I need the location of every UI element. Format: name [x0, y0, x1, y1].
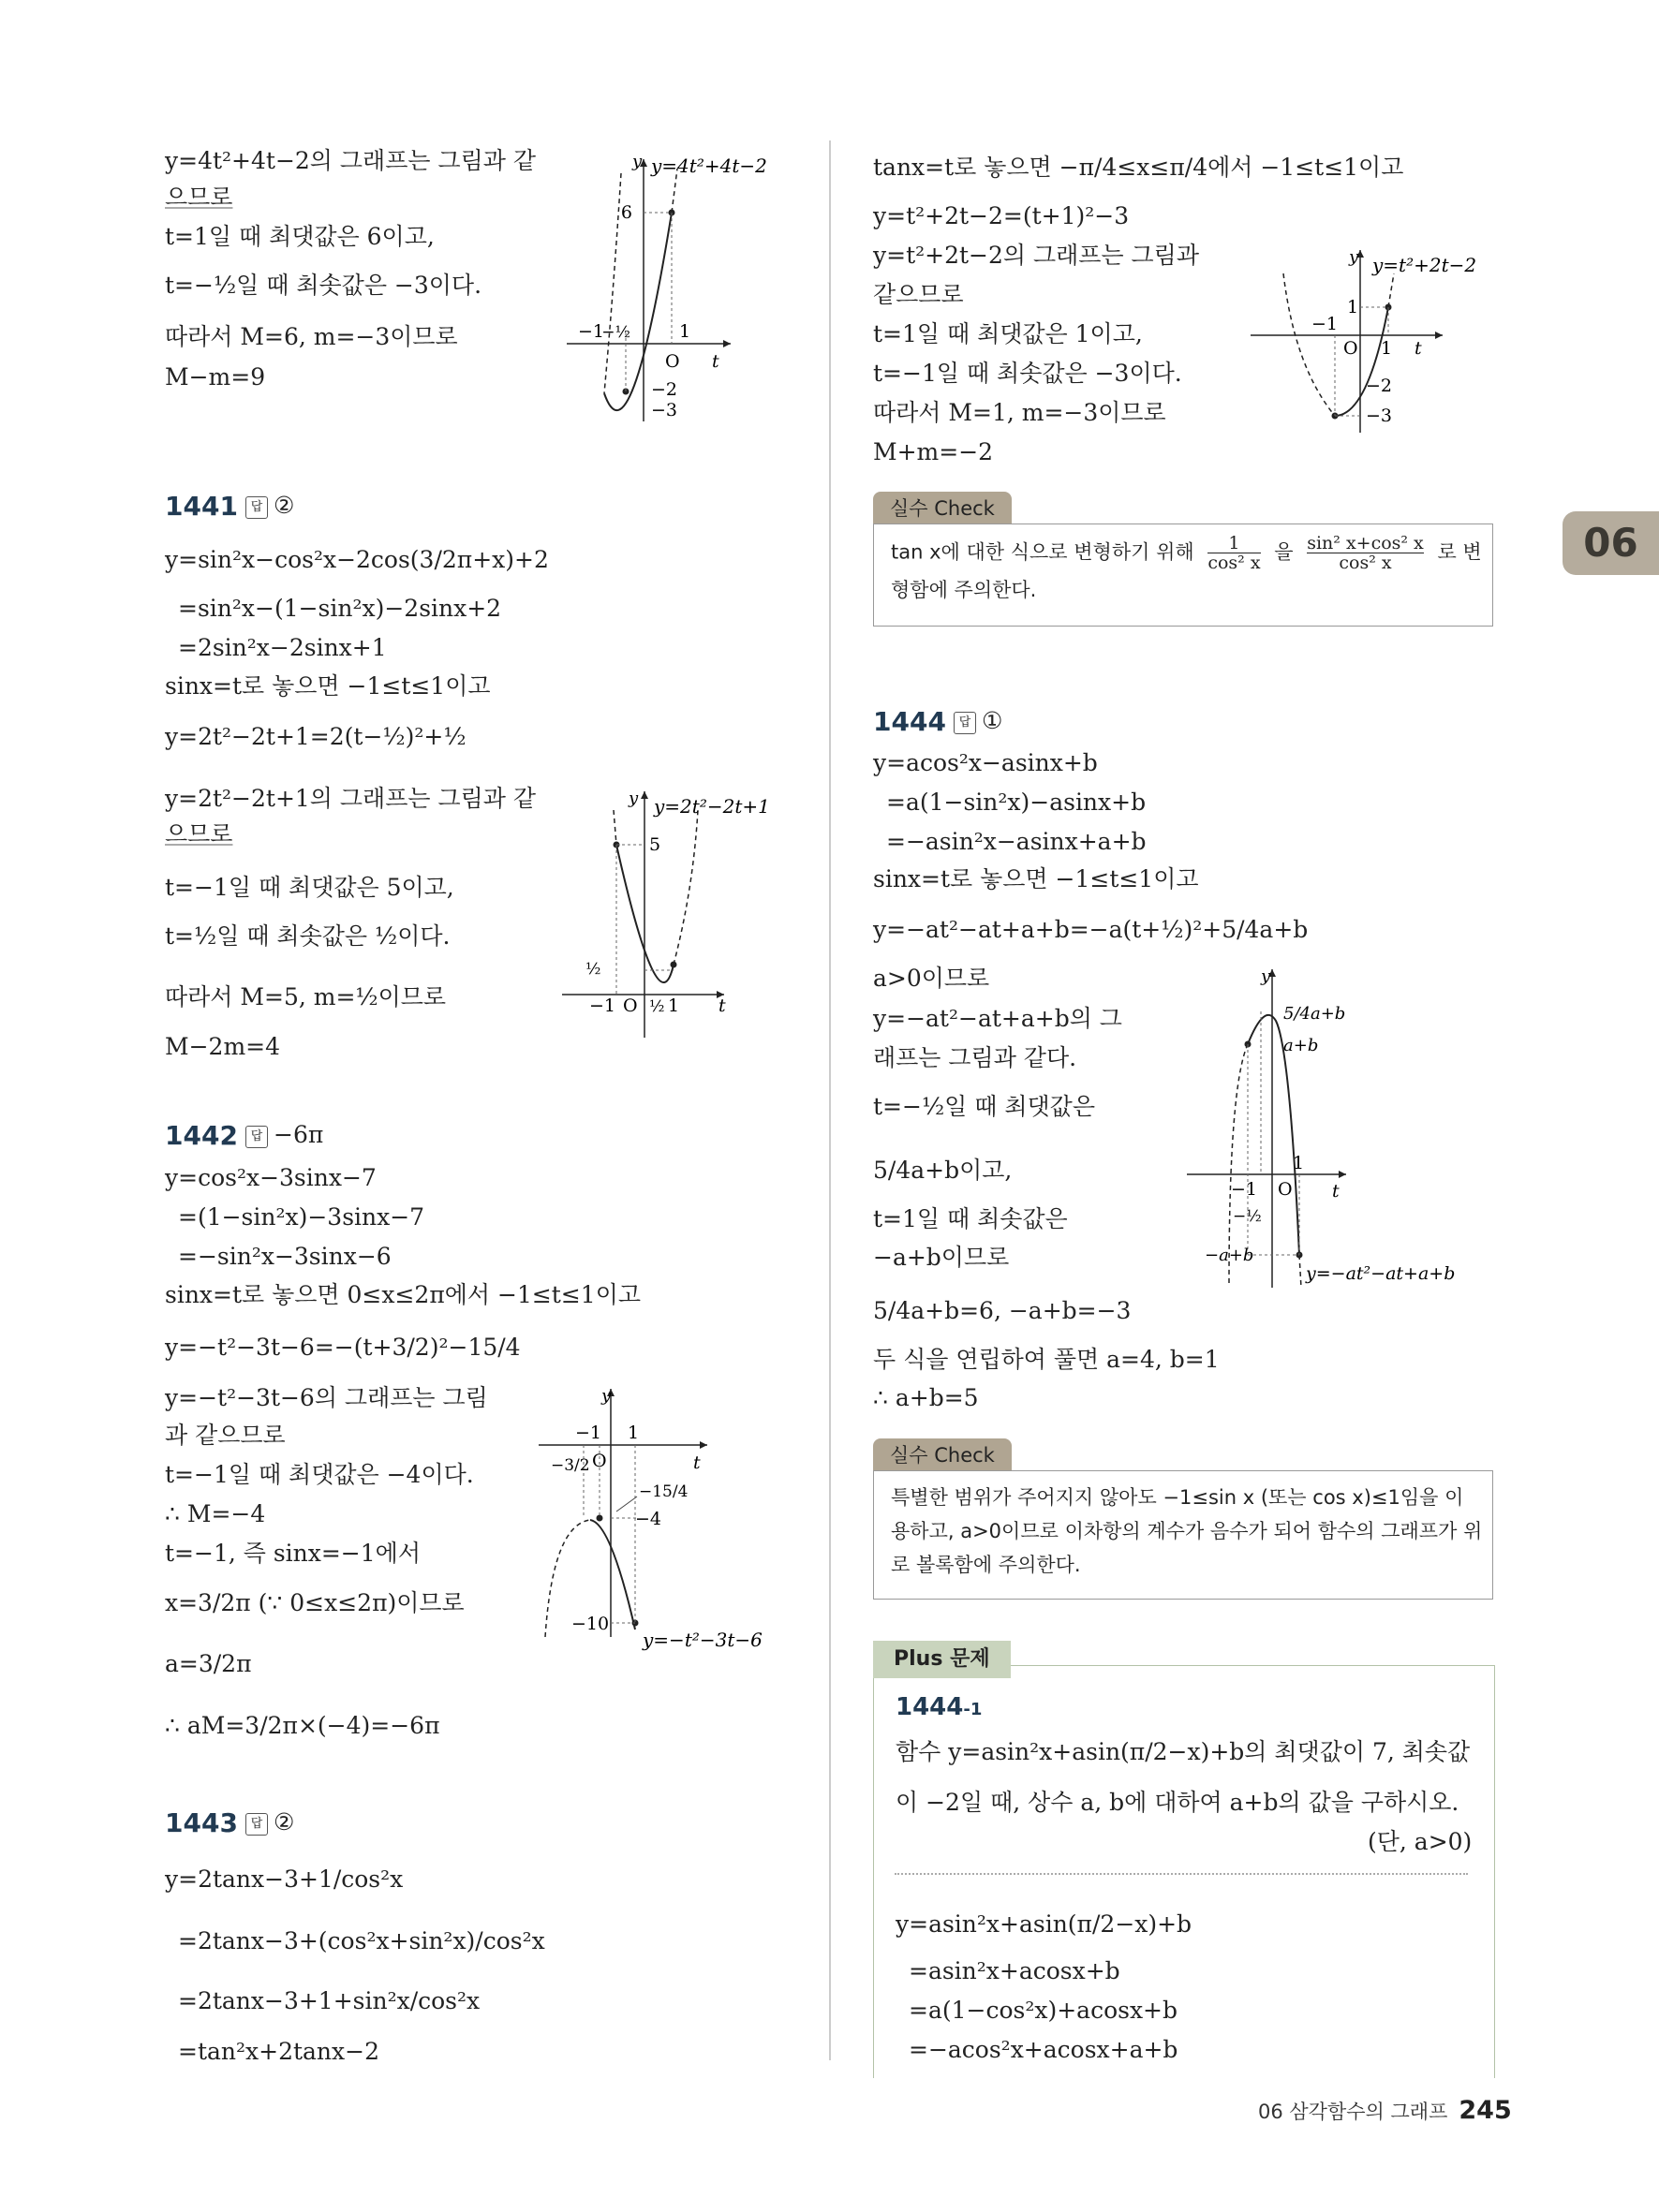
check2-row-3: 로 볼록함에 주의한다.	[891, 1554, 1081, 1576]
s1441-line-2: =sin²x−(1−sin²x)−2sinx+2	[178, 595, 502, 622]
s1444-line-8: 래프는 그림과 같다.	[873, 1044, 1077, 1071]
problem-number-1444: 1444	[873, 706, 946, 737]
check-box-2	[873, 1438, 1493, 1600]
plus-solution-line-2: =asin²x+acosx+b	[909, 1957, 1120, 1984]
g3-m4: −4	[635, 1509, 662, 1529]
answer-label-icon: 답	[245, 1813, 268, 1836]
s1441-line-10: 따라서 M=5, m=½이므로	[165, 983, 447, 1010]
g4-one-t: 1	[1381, 338, 1393, 359]
s1442-line-2: =(1−sin²x)−3sinx−7	[178, 1203, 425, 1231]
g5-min: −a+b	[1205, 1246, 1254, 1265]
s1442-line-5: y=−t²−3t−6=−(t+3/2)²−15/4	[165, 1334, 521, 1361]
g3-curve: y=−t²−3t−6	[643, 1629, 763, 1651]
check1-text-b: 을	[1274, 540, 1294, 564]
answer-1441-value: ②	[274, 492, 295, 519]
check-tag-2: 실수 Check	[873, 1438, 1012, 1472]
s1444-line-5: y=−at²−at+a+b=−a(t+½)²+5/4a+b	[873, 916, 1309, 943]
s1442-line-9: ∴ M=−4	[165, 1500, 266, 1527]
s1441-line-1: y=sin²x−cos²x−2cos(3/2π+x)+2	[165, 546, 549, 573]
g5-max: 5/4a+b	[1283, 1004, 1346, 1024]
cont-line-3: y=t²+2t−2의 그래프는 그림과	[873, 242, 1199, 269]
s1441-line-11: M−2m=4	[165, 1033, 281, 1060]
g1-t: t	[712, 351, 719, 372]
g3-m154: −15/4	[639, 1482, 689, 1501]
graph-4	[1246, 245, 1508, 442]
s1444-line-7: y=−at²−at+a+b의 그	[873, 1005, 1122, 1032]
g5-y: y	[1261, 966, 1271, 986]
s1443-line-1: y=2tanx−3+1/cos²x	[165, 1865, 404, 1893]
check1-text-c: 로 변	[1437, 540, 1482, 564]
s1444-line-15: ∴ a+b=5	[873, 1384, 979, 1411]
intro-line-6: M−m=9	[165, 363, 266, 391]
g1-m2: −2	[651, 379, 678, 400]
cont-line-8: M+m=−2	[873, 438, 994, 465]
g2-y: y	[629, 789, 639, 808]
plus-solution-line-1: y=asin²x+asin(π/2−x)+b	[896, 1910, 1192, 1938]
check-box-1	[873, 492, 1493, 627]
cont-line-4: 같으므로	[873, 281, 964, 308]
s1441-line-4: sinx=t로 놓으면 −1≤t≤1이고	[165, 672, 491, 700]
g2-o: O	[623, 995, 638, 1016]
intro-line-5: 따라서 M=6, m=−3이므로	[165, 323, 458, 350]
s1443-line-3: =2tanx−3+1+sin²x/cos²x	[178, 1987, 481, 2014]
g2-m1: −1	[589, 995, 616, 1016]
cont-line-1: tanx=t로 놓으면 −π/4≤x≤π/4에서 −1≤t≤1이고	[873, 154, 1404, 181]
g4-m2: −2	[1366, 376, 1393, 396]
g1-half: −½	[601, 323, 630, 342]
answer-1443	[245, 1808, 294, 1836]
answer-1443-value: ②	[274, 1808, 295, 1836]
s1442-line-7: 과 같으므로	[165, 1422, 286, 1449]
answer-1441	[245, 492, 294, 519]
intro-line-2: 으므로	[165, 184, 233, 211]
page-number: 245	[1459, 2096, 1512, 2125]
check-tag-1: 실수 Check	[873, 492, 1012, 525]
s1442-line-3: =−sin²x−3sinx−6	[178, 1243, 392, 1270]
check1-row-1	[891, 533, 1482, 573]
graph-3	[534, 1384, 806, 1656]
s1441-line-5: y=2t²−2t+1=2(t−½)²+½	[165, 723, 467, 750]
answer-1442	[245, 1121, 323, 1148]
problem-number-1441: 1441	[165, 491, 238, 522]
plus-problem-line-2: 이 −2일 때, 상수 a, b에 대하여 a+b의 값을 구하시오.	[896, 1789, 1459, 1816]
cont-line-2: y=t²+2t−2=(t+1)²−3	[873, 202, 1130, 229]
intro-line-4: t=−½일 때 최솟값은 −3이다.	[165, 272, 482, 299]
plus-sub: -1	[963, 1700, 983, 1719]
g3-one: 1	[628, 1423, 640, 1443]
plus-problem-line-3: (단, a>0)	[1368, 1828, 1473, 1855]
check1-row-2: 형함에 주의한다.	[891, 579, 1037, 601]
g3-m1: −1	[575, 1423, 602, 1443]
check1-frac-1: $\frac{1}{\text{cos² x}}$	[1207, 533, 1261, 573]
g5-one: 1	[1293, 1153, 1305, 1173]
page-footer	[1258, 2096, 1512, 2125]
g5-t: t	[1332, 1181, 1340, 1202]
plus-tag: Plus 문제	[873, 1641, 1011, 1678]
g4-one-y: 1	[1347, 297, 1359, 317]
s1442-line-13: ∴ aM=3/2π×(−4)=−6π	[165, 1712, 440, 1739]
g4-m3: −3	[1366, 406, 1393, 426]
s1441-line-8: t=−1일 때 최댓값은 5이고,	[165, 874, 454, 901]
graph-2	[557, 787, 782, 1044]
s1443-line-2: =2tanx−3+(cos²x+sin²x)/cos²x	[178, 1927, 545, 1954]
s1442-line-12: a=3/2π	[165, 1650, 252, 1677]
g1-o: O	[665, 351, 680, 372]
s1441-line-7: 으므로	[165, 820, 233, 848]
g3-m10: −10	[571, 1614, 610, 1634]
s1442-line-8: t=−1일 때 최댓값은 −4이다.	[165, 1461, 474, 1488]
g2-half-y: ½	[585, 960, 601, 979]
g4-t: t	[1415, 338, 1422, 359]
footer-chapter: 06 삼각함수의 그래프	[1258, 2101, 1448, 2123]
plus-problem-line-1: 함수 y=asin²x+asin(π/2−x)+b의 최댓값이 7, 최솟값	[896, 1738, 1471, 1765]
problem-number-1443: 1443	[165, 1807, 238, 1838]
g4-o: O	[1343, 338, 1358, 359]
cont-line-5: t=1일 때 최댓값은 1이고,	[873, 320, 1143, 347]
s1444-line-14: 두 식을 연립하여 풀면 a=4, b=1	[873, 1346, 1220, 1373]
g3-o: O	[592, 1451, 607, 1471]
s1442-line-1: y=cos²x−3sinx−7	[165, 1164, 377, 1191]
s1441-line-3: =2sin²x−2sinx+1	[178, 634, 387, 661]
s1444-line-4: sinx=t로 놓으면 −1≤t≤1이고	[873, 865, 1199, 892]
s1443-line-4: =tan²x+2tanx−2	[178, 2038, 379, 2065]
plus-solution-line-3: =a(1−cos²x)+acosx+b	[909, 1997, 1178, 2024]
plus-num: 1444	[896, 1693, 964, 1721]
g5-apb: a+b	[1283, 1036, 1319, 1055]
check1-text-a: tan x에 대한 식으로 변형하기 위해	[891, 540, 1194, 564]
check-content-1	[873, 524, 1493, 627]
g1-six: 6	[620, 202, 632, 223]
s1444-line-13: 5/4a+b=6, −a+b=−3	[873, 1297, 1132, 1324]
answer-label-icon: 답	[245, 1126, 268, 1148]
answer-1444	[954, 707, 1002, 734]
g2-one: 1	[668, 995, 680, 1016]
answer-1442-value: −6π	[274, 1121, 324, 1148]
s1444-line-10: 5/4a+b이고,	[873, 1157, 1013, 1184]
s1442-line-10: t=−1, 즉 sinx=−1에서	[165, 1540, 421, 1567]
g1-y: y	[632, 152, 643, 171]
s1442-line-6: y=−t²−3t−6의 그래프는 그림	[165, 1384, 488, 1411]
s1441-line-9: t=½일 때 최솟값은 ½이다.	[165, 922, 451, 950]
g2-five: 5	[649, 834, 661, 855]
s1444-line-1: y=acos²x−asinx+b	[873, 749, 1098, 776]
answer-label-icon: 답	[954, 712, 976, 734]
g5-m1: −1	[1231, 1179, 1258, 1200]
g3-m32: −3/2	[551, 1456, 590, 1475]
g1-m3: −3	[651, 400, 678, 420]
g4-curve: y=t²+2t−2	[1372, 254, 1477, 276]
cont-line-7: 따라서 M=1, m=−3이므로	[873, 399, 1166, 426]
check2-row-2: 용하고, a>0이므로 이차항의 계수가 음수가 되어 함수의 그래프가 위	[891, 1520, 1483, 1542]
cont-line-6: t=−1일 때 최솟값은 −3이다.	[873, 360, 1182, 387]
s1441-line-6: y=2t²−2t+1의 그래프는 그림과 같	[165, 785, 536, 812]
problem-number-1442: 1442	[165, 1120, 238, 1151]
s1442-line-4: sinx=t로 놓으면 0≤x≤2π에서 −1≤t≤1이고	[165, 1281, 641, 1308]
answer-1444-value: ①	[982, 707, 1003, 734]
g5-o: O	[1278, 1179, 1293, 1200]
s1444-line-3: =−asin²x−asinx+a+b	[886, 828, 1147, 855]
chapter-tab: 06	[1563, 511, 1659, 575]
g2-half-t: ½	[649, 997, 665, 1016]
check-content-2	[873, 1470, 1493, 1600]
graph-1	[557, 150, 801, 431]
s1442-line-11: x=3/2π (∵ 0≤x≤2π)이므로	[165, 1589, 465, 1616]
check1-frac-2: $\frac{\text{sin² x+cos² x}}{\text{cos² x}}$	[1307, 533, 1424, 573]
answer-label-icon: 답	[245, 496, 268, 519]
s1444-line-9: t=−½일 때 최댓값은	[873, 1093, 1095, 1120]
g1-curve: y=4t²+4t−2	[651, 155, 767, 177]
g1-m1: −1	[577, 321, 604, 342]
g3-y: y	[601, 1386, 612, 1406]
column-divider	[829, 140, 831, 2060]
g1-one: 1	[679, 321, 691, 342]
check2-row-1: 특별한 범위가 주어지지 않아도 −1≤sin x (또는 cos x)≤1임을 이	[891, 1486, 1464, 1509]
g2-t: t	[718, 995, 726, 1016]
g4-y: y	[1349, 247, 1359, 267]
plus-separator	[895, 1873, 1468, 1875]
graph-5	[1182, 965, 1501, 1292]
plus-solution-line-4: =−acos²x+acosx+a+b	[909, 2036, 1178, 2063]
s1444-line-11: t=1일 때 최솟값은	[873, 1205, 1068, 1232]
s1444-line-12: −a+b이므로	[873, 1244, 1010, 1271]
g3-t: t	[693, 1453, 701, 1473]
g5-curve: y=−at²−at+a+b	[1306, 1263, 1456, 1284]
g5-mhalf: −½	[1233, 1207, 1262, 1226]
g4-m1: −1	[1311, 314, 1339, 334]
intro-line-3: t=1일 때 최댓값은 6이고,	[165, 223, 435, 250]
plus-problem-number	[896, 1693, 982, 1721]
s1444-line-2: =a(1−sin²x)−asinx+b	[886, 789, 1147, 816]
g2-curve: y=2t²−2t+1	[654, 795, 770, 818]
s1444-line-6: a>0이므로	[873, 965, 990, 992]
intro-line-1: y=4t²+4t−2의 그래프는 그림과 같	[165, 147, 536, 174]
